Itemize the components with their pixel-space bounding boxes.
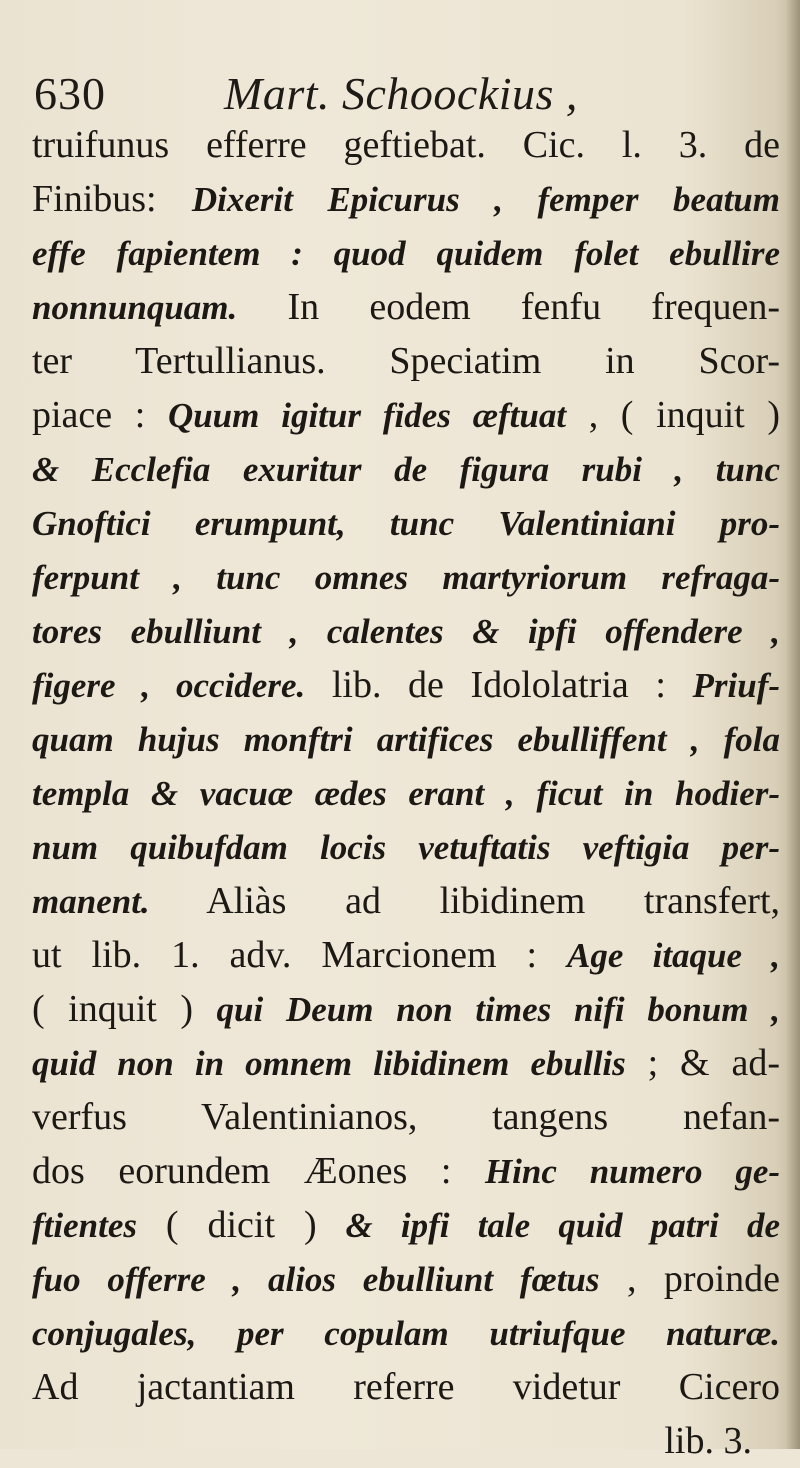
italic-segment: tores ebulliunt , calentes & ipfi offendere , bbox=[32, 612, 780, 651]
text-line bbox=[32, 1090, 780, 1144]
italic-segment: Age itaque , bbox=[567, 936, 780, 975]
roman-segment: In eodem fenfu frequen- bbox=[237, 286, 780, 328]
roman-segment: lib. de Idololatria : bbox=[305, 664, 693, 706]
text-line bbox=[32, 280, 780, 334]
text-line bbox=[32, 334, 780, 388]
text-line bbox=[32, 604, 780, 658]
text-line bbox=[32, 820, 780, 874]
italic-segment: quid non in omnem libidinem ebullis bbox=[32, 1044, 626, 1083]
text-line bbox=[32, 1198, 780, 1252]
italic-segment: ferpunt , tunc omnes martyriorum refraga- bbox=[32, 558, 780, 597]
text-line bbox=[32, 226, 780, 280]
text-line bbox=[32, 712, 780, 766]
roman-segment: dos eorundem Æones : bbox=[32, 1150, 485, 1192]
roman-segment: piace : bbox=[32, 394, 168, 436]
text-line bbox=[32, 982, 780, 1036]
roman-segment: , ( inquit ) bbox=[566, 394, 780, 436]
text-line bbox=[32, 172, 780, 226]
italic-segment: effe fapientem : quod quidem folet ebullire bbox=[32, 234, 780, 273]
italic-segment: figere , occidere. bbox=[32, 666, 306, 705]
text-line bbox=[32, 1252, 780, 1306]
text-line bbox=[32, 1144, 780, 1198]
italic-segment: Hinc numero ge- bbox=[484, 1152, 780, 1191]
italic-segment: Gnoftici erumpunt, tunc Valentiniani pro- bbox=[32, 504, 780, 543]
catchword: lib. 3. bbox=[664, 1420, 752, 1462]
text-line bbox=[32, 874, 780, 928]
italic-segment: num quibufdam locis vetuftatis veftigia per- bbox=[32, 828, 780, 867]
italic-segment: qui Deum non times nifi bonum , bbox=[216, 990, 780, 1029]
roman-segment: Finibus: bbox=[32, 178, 192, 220]
roman-segment: ; & ad- bbox=[625, 1042, 780, 1084]
italic-segment: nonnunquam. bbox=[32, 288, 238, 327]
text-line bbox=[32, 118, 780, 172]
text-line bbox=[32, 928, 780, 982]
text-line bbox=[32, 658, 780, 712]
italic-segment: & Ecclefia exuritur de figura rubi , tunc bbox=[32, 450, 780, 489]
roman-segment: Ad jactantiam referre videtur Cicero bbox=[32, 1366, 780, 1408]
text-line bbox=[32, 550, 780, 604]
italic-segment: manent. bbox=[32, 882, 150, 921]
italic-segment: templa & vacuæ ædes erant , ficut in hodier- bbox=[32, 774, 780, 813]
italic-segment: & ipfi tale quid patri de bbox=[345, 1206, 780, 1245]
text-line bbox=[32, 1360, 780, 1414]
roman-segment: , proinde bbox=[599, 1258, 780, 1300]
text-line bbox=[32, 1306, 780, 1360]
running-head: Mart. Schoockius , bbox=[224, 68, 578, 119]
page-number: 630 bbox=[34, 68, 106, 119]
italic-segment: Dixerit Epicurus , femper beatum bbox=[191, 180, 780, 219]
roman-segment: truifunus efferre geftiebat. Cic. l. 3. de bbox=[32, 124, 780, 166]
italic-segment: quam hujus monftri artifices ebulliffent , fola bbox=[32, 720, 780, 759]
italic-segment: ftientes bbox=[32, 1206, 137, 1245]
roman-segment: ( inquit ) bbox=[32, 988, 217, 1030]
text-line bbox=[32, 388, 780, 442]
roman-segment: ( dicit ) bbox=[136, 1204, 346, 1246]
text-line bbox=[32, 442, 780, 496]
body-text bbox=[32, 118, 780, 1468]
italic-segment: Priuf- bbox=[692, 666, 780, 705]
roman-segment: Aliàs ad libidinem transfert, bbox=[149, 880, 780, 922]
text-line bbox=[32, 496, 780, 550]
italic-segment: conjugales, per copulam utriufque naturæ. bbox=[32, 1314, 780, 1353]
italic-segment: fuo offerre , alios ebulliunt fœtus bbox=[32, 1260, 600, 1299]
text-line bbox=[32, 766, 780, 820]
roman-segment: verfus Valentinianos, tangens nefan- bbox=[32, 1096, 780, 1138]
page-header bbox=[34, 66, 774, 122]
text-line bbox=[32, 1036, 780, 1090]
italic-segment: Quum igitur fides æftuat bbox=[167, 396, 567, 435]
roman-segment: ut lib. 1. adv. Marcionem : bbox=[32, 934, 568, 976]
roman-segment: ter Tertullianus. Speciatim in Scor- bbox=[32, 340, 780, 382]
page-edge-shadow bbox=[786, 0, 800, 1449]
